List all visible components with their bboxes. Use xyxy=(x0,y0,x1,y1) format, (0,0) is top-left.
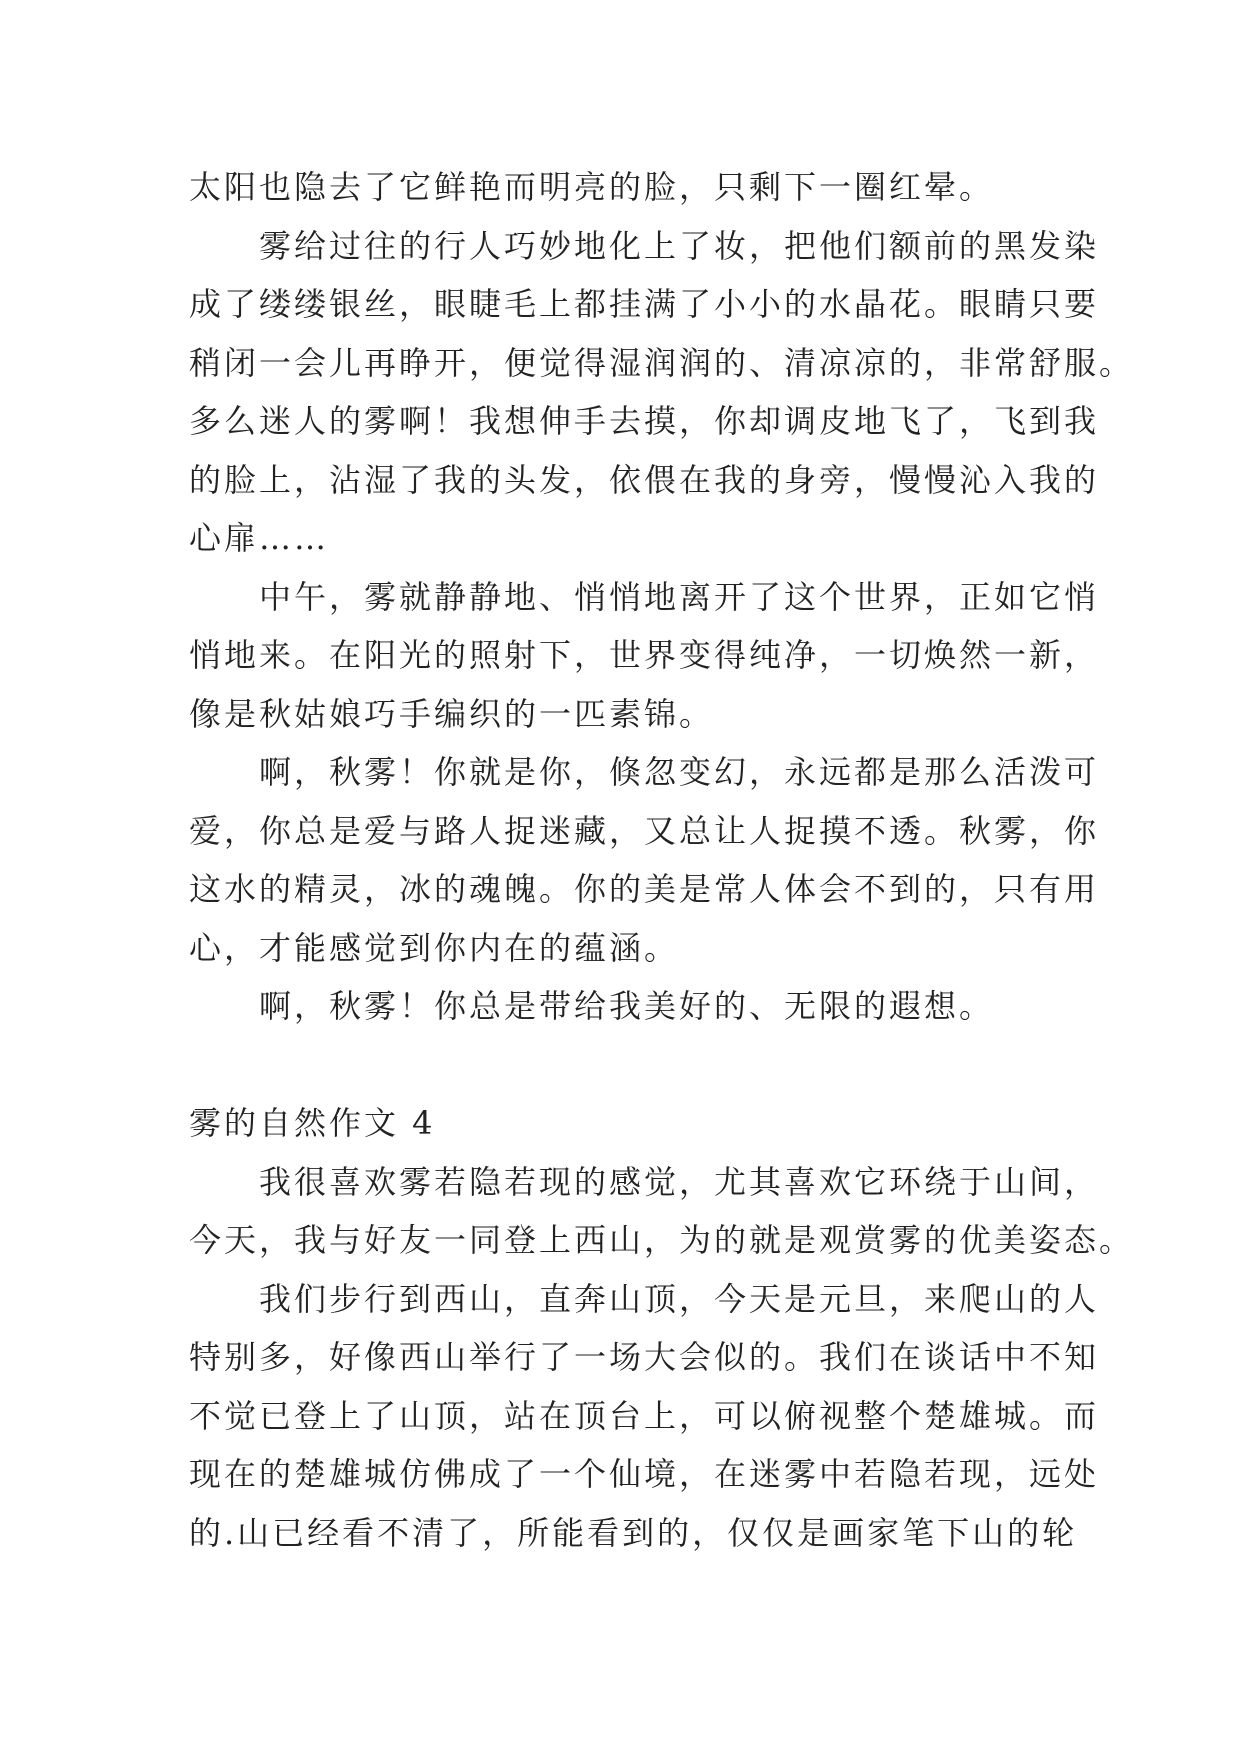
paragraph xyxy=(189,1153,1135,1270)
text-line: 悄地来。在阳光的照射下，世界变得纯净，一切焕然一新， xyxy=(189,636,1100,674)
text-line: 爱，你总是爱与路人捉迷藏，又总让人捉摸不透。秋雾，你 xyxy=(189,811,1100,850)
text-line: 心扉…… xyxy=(189,519,330,557)
text-line: 今天，我与好友一同登上西山，为的就是观赏雾的优美姿态。 xyxy=(189,1221,1135,1259)
text-line: 稍闭一会儿再睁开，便觉得湿润润的、清凉凉的，非常舒服。 xyxy=(189,343,1135,382)
paragraph-spacer xyxy=(189,1036,1069,1095)
text-line: 特别多，好像西山举行了一场大会似的。我们在谈话中不知 xyxy=(189,1338,1100,1376)
section-heading: 雾的自然作文 4 xyxy=(189,1104,436,1142)
text-line: 我们步行到西山，直奔山顶，今天是元旦，来爬山的人 xyxy=(259,1279,1100,1318)
paragraph xyxy=(189,158,1069,217)
paragraph xyxy=(189,1270,1100,1563)
text-line: 多么迷人的雾啊！我想伸手去摸，你却调皮地飞了，飞到我 xyxy=(189,402,1100,440)
text-line: 这水的精灵，冰的魂魄。你的美是常人体会不到的，只有用 xyxy=(189,870,1100,908)
text-line: 雾给过往的行人巧妙地化上了妆，把他们额前的黑发染 xyxy=(259,226,1100,265)
text-line: 像是秋姑娘巧手编织的一匹素锦。 xyxy=(189,694,715,733)
paragraph xyxy=(189,568,1100,744)
text-line: 的.山已经看不清了，所能看到的，仅仅是画家笔下山的轮 xyxy=(189,1513,1078,1552)
text-line: 现在的楚雄城仿佛成了一个仙境，在迷雾中若隐若现，远处 xyxy=(189,1455,1100,1493)
paragraph xyxy=(189,977,1069,1036)
text-line: 成了缕缕银丝，眼睫毛上都挂满了小小的水晶花。眼睛只要 xyxy=(189,285,1100,323)
paragraph xyxy=(189,743,1100,977)
text-line: 不觉已登上了山顶，站在顶台上，可以俯视整个楚雄城。而 xyxy=(189,1396,1100,1435)
text-line: 太阳也隐去了它鲜艳而明亮的脸，只剩下一圈红晕。 xyxy=(189,168,995,206)
paragraph xyxy=(189,217,1135,568)
text-line: 中午，雾就静静地、悄悄地离开了这个世界，正如它悄 xyxy=(259,577,1100,616)
text-line: 啊，秋雾！你就是你，倏忽变幻，永远都是那么活泼可 xyxy=(259,753,1100,791)
text-line: 啊，秋雾！你总是带给我美好的、无限的遐想。 xyxy=(259,987,995,1025)
text-line: 心，才能感觉到你内在的蕴涵。 xyxy=(189,928,680,967)
text-line: 我很喜欢雾若隐若现的感觉，尤其喜欢它环绕于山间， xyxy=(259,1162,1100,1201)
text-line: 的脸上，沾湿了我的头发，依偎在我的身旁，慢慢沁入我的 xyxy=(189,460,1100,499)
document-body xyxy=(189,158,1135,1562)
